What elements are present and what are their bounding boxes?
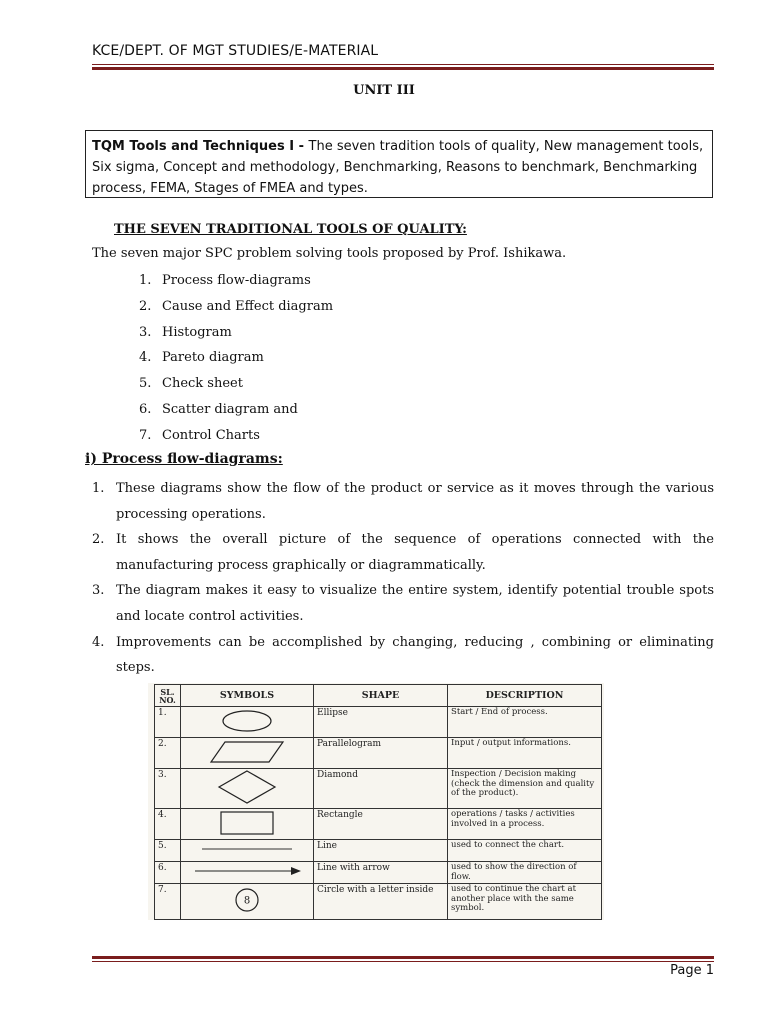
- ellipse-icon: [181, 707, 314, 738]
- list-label: Process flow-diagrams: [162, 273, 311, 288]
- list-text: Improvements can be accomplished by changing, reducing , combining or eliminating steps.: [116, 634, 714, 676]
- list-number: 3.: [92, 583, 105, 599]
- list-number: 4.: [92, 634, 105, 650]
- header-rule-thin: [92, 64, 714, 65]
- list-item: [139, 271, 333, 297]
- diamond-icon: [181, 769, 314, 809]
- list-text: It shows the overall picture of the sequence of operations connected with the manufacturing process graphically or diagrammatically.: [116, 532, 714, 573]
- list-item: [139, 348, 333, 374]
- footer-rule-thick: [92, 956, 714, 959]
- row-description: Start / End of process.: [448, 707, 602, 738]
- row-sl: 3.: [155, 769, 181, 809]
- row-sl: 2.: [155, 738, 181, 769]
- col-header-description: DESCRIPTION: [448, 685, 602, 707]
- page-number: Page 1: [670, 963, 714, 978]
- row-description: used to show the direction of flow.: [448, 862, 602, 884]
- list-number: 2.: [139, 298, 152, 314]
- list-text: The diagram makes it easy to visualize the entire system, identify potential trouble spots and locate control activities.: [116, 583, 714, 624]
- circle-letter: 8: [243, 895, 251, 907]
- col-header-shape: SHAPE: [314, 685, 448, 707]
- circle-letter-icon: [181, 884, 314, 920]
- list-item: [92, 578, 714, 629]
- table-row: [155, 862, 602, 884]
- intro-text: The seven major SPC problem solving tools proposed by Prof. Ishikawa.: [92, 246, 567, 261]
- table-row: [155, 840, 602, 862]
- row-shape: Line: [314, 840, 448, 862]
- rectangle-icon: [181, 809, 314, 840]
- syllabus-lead: TQM Tools and Techniques I -: [92, 139, 309, 154]
- row-sl: 7.: [155, 884, 181, 920]
- unit-title: UNIT III: [353, 83, 415, 98]
- table-row: [155, 738, 602, 769]
- section-heading: [92, 222, 467, 237]
- row-description: used to continue the chart at another place with the same symbol.: [448, 884, 602, 920]
- list-item: [92, 630, 714, 681]
- row-description: Input / output informations.: [448, 738, 602, 769]
- row-shape: Line with arrow: [314, 862, 448, 884]
- list-label: Scatter diagram and: [162, 401, 298, 417]
- row-description: Inspection / Decision making (check the dimension and quality of the product).: [448, 769, 602, 809]
- list-item: [139, 323, 333, 349]
- list-item: [92, 476, 714, 527]
- list-item: [139, 374, 333, 400]
- list-label: Pareto diagram: [162, 350, 264, 366]
- list-number: 5.: [139, 376, 152, 392]
- footer-rule-thin: [92, 961, 714, 962]
- list-label: Check sheet: [162, 376, 243, 392]
- row-shape: Parallelogram: [314, 738, 448, 769]
- row-shape: Ellipse: [314, 707, 448, 738]
- list-number: 3.: [139, 324, 152, 340]
- row-shape: Circle with a letter inside: [314, 884, 448, 920]
- list-label: Histogram: [162, 324, 232, 340]
- row-sl: 5.: [155, 840, 181, 862]
- section-heading-text: THE SEVEN TRADITIONAL TOOLS OF QUALITY:: [114, 222, 467, 237]
- col-header-symbols: SYMBOLS: [181, 685, 314, 707]
- list-item: [139, 426, 333, 452]
- list-item: [92, 527, 714, 578]
- row-shape: Rectangle: [314, 809, 448, 840]
- list-label: Control Charts: [162, 427, 260, 443]
- row-sl: 4.: [155, 809, 181, 840]
- flow-symbols-table: [154, 684, 602, 920]
- row-description: used to connect the chart.: [448, 840, 602, 862]
- line-icon: [181, 840, 314, 862]
- list-number: 1.: [139, 273, 152, 288]
- list-number: 6.: [139, 401, 152, 417]
- table-row: [155, 769, 602, 809]
- syllabus-text: The seven tradition tools of quality, New management tools, Six sigma, Concept and methodology, Benchmarking, Reasons to benchmark, Benchmarking process, FEMA, Stages of FMEA and types.: [92, 139, 704, 196]
- list-label: Cause and Effect diagram: [162, 298, 334, 314]
- table-row: [155, 809, 602, 840]
- col-header-sl: SL. NO.: [155, 685, 181, 707]
- list-item: [139, 400, 333, 426]
- syllabus-box: [85, 130, 713, 198]
- header-rule-thick: [92, 67, 714, 70]
- table-row: [155, 707, 602, 738]
- subheading-process-flow: i) Process flow-diagrams:: [85, 451, 283, 467]
- document-header: KCE/DEPT. OF MGT STUDIES/E-MATERIAL: [92, 43, 379, 59]
- table-header-row: [155, 685, 602, 707]
- arrow-line-icon: [181, 862, 314, 884]
- parallelogram-icon: [181, 738, 314, 769]
- list-text: These diagrams show the flow of the product or service as it moves through the various processing operations.: [116, 481, 714, 522]
- row-sl: 6.: [155, 862, 181, 884]
- points-list: [92, 476, 714, 681]
- list-number: 2.: [92, 532, 105, 548]
- row-description: operations / tasks / activities involved in a process.: [448, 809, 602, 840]
- list-item: [139, 297, 333, 323]
- tools-list: [139, 271, 333, 452]
- row-shape: Diamond: [314, 769, 448, 809]
- list-number: 1.: [92, 481, 105, 496]
- table-row: [155, 884, 602, 920]
- row-sl: 1.: [155, 707, 181, 738]
- list-number: 7.: [139, 427, 152, 443]
- list-number: 4.: [139, 350, 152, 366]
